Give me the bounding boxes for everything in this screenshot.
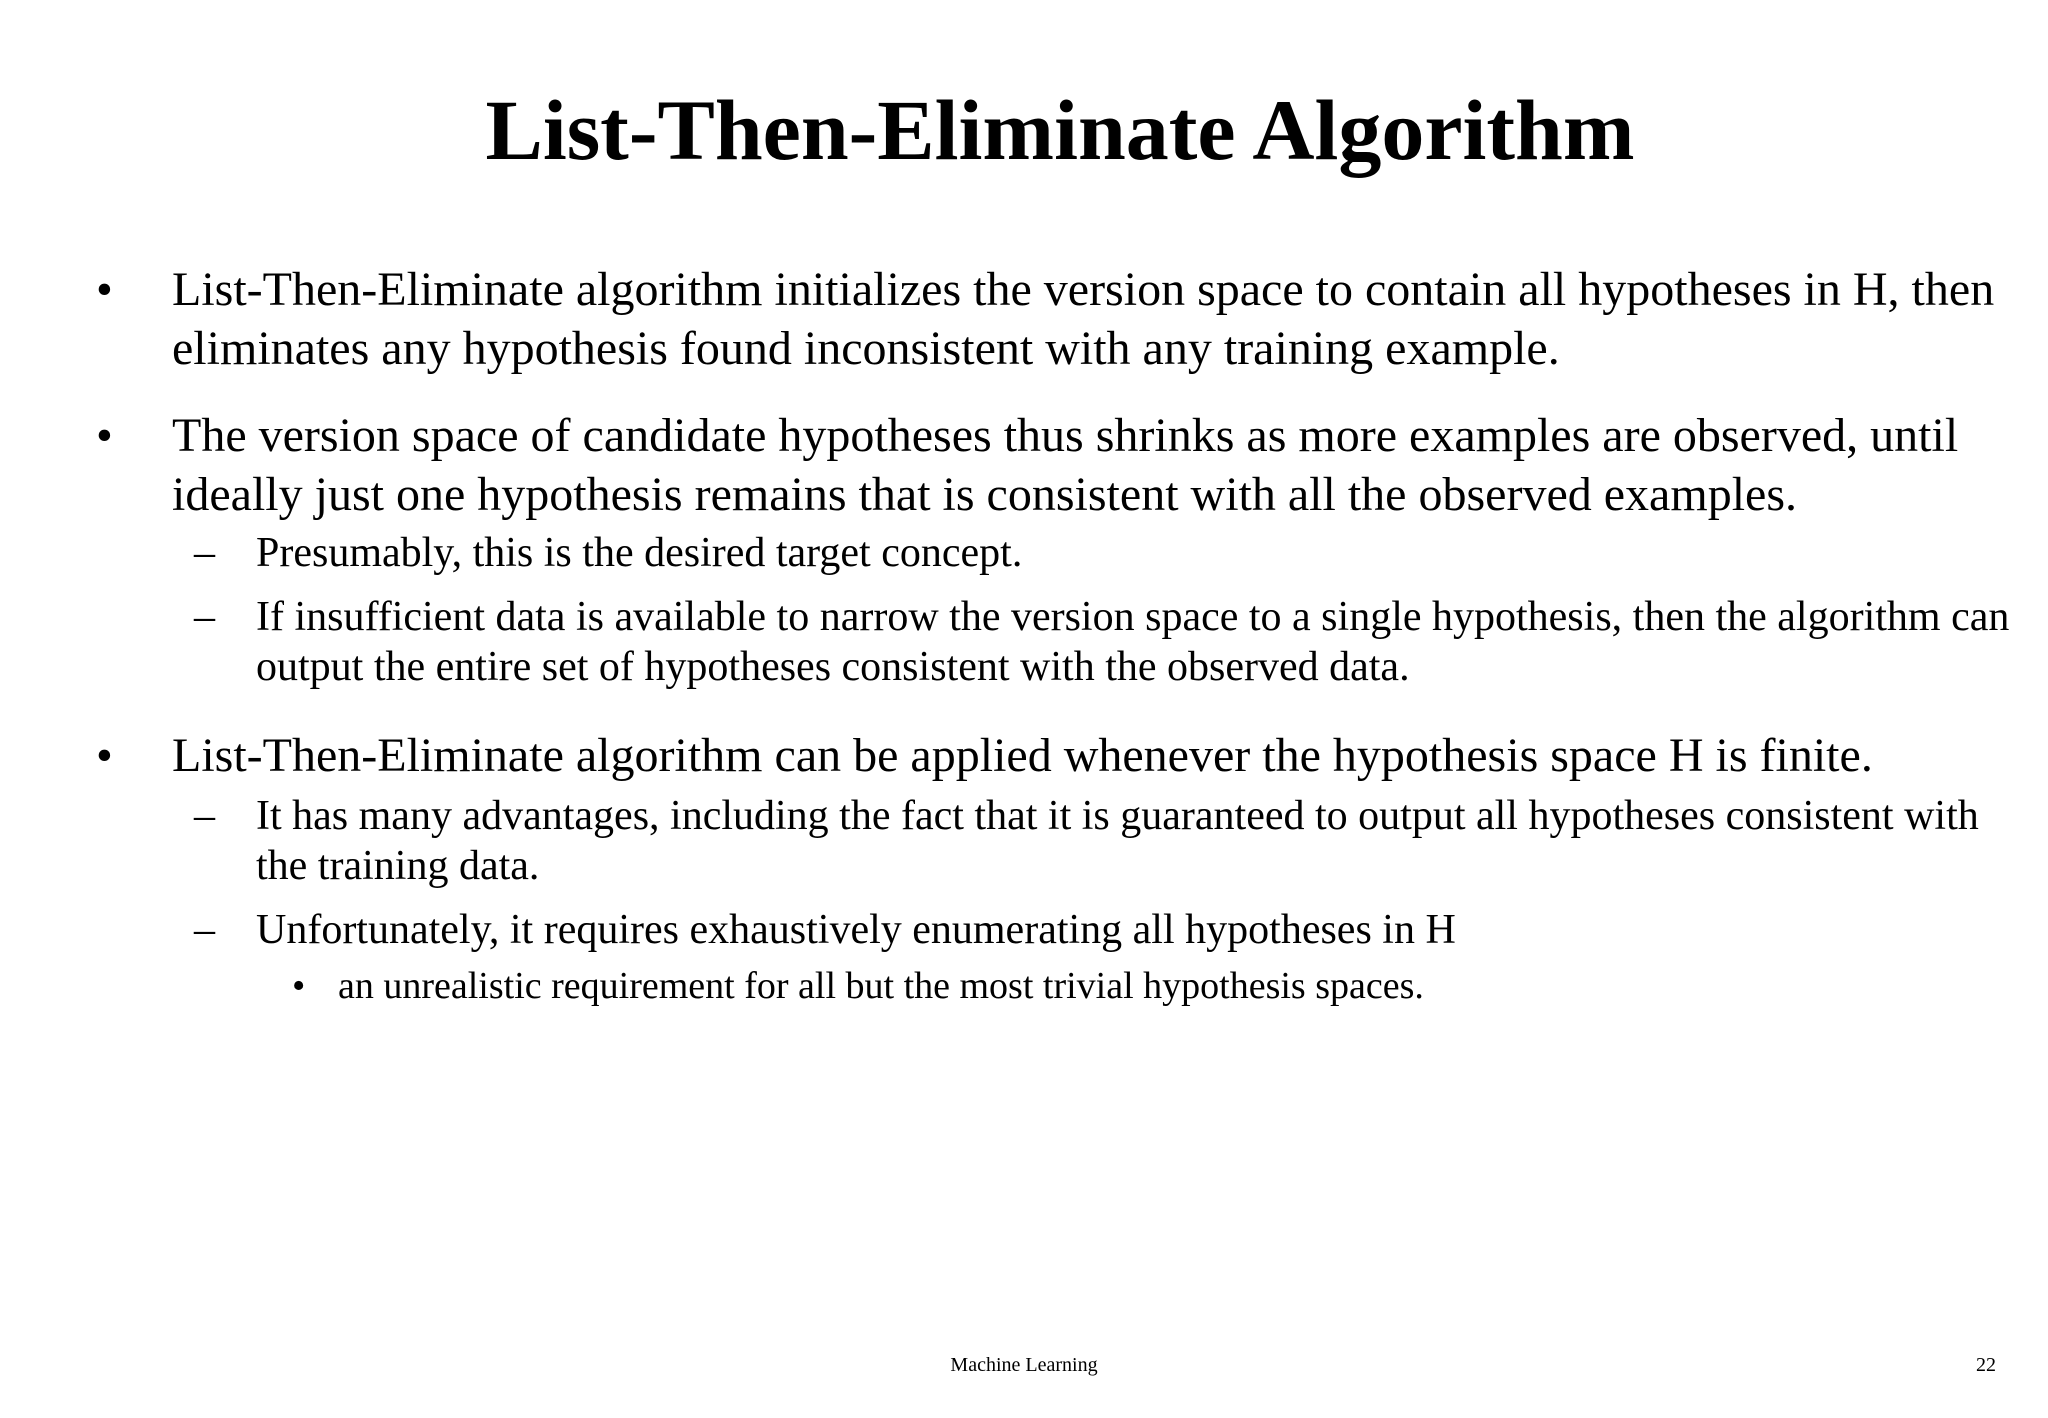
sub-bullet-2-2	[96, 592, 2016, 692]
sub-bullet-3-2-text: Unfortunately, it requires exhaustively enumerating all hypotheses in H	[256, 907, 1456, 953]
bullet-3-text: List-Then-Eliminate algorithm can be applied whenever the hypothesis space H is finite.	[172, 729, 1873, 782]
sub-sub-bullet-3-2-1	[96, 963, 2016, 1009]
sub-bullet-2-1	[96, 528, 2016, 578]
footer-course-name: Machine Learning	[950, 1354, 1098, 1376]
sub-bullet-2-1-text: Presumably, this is the desired target concept.	[256, 530, 1023, 576]
slide-content	[96, 260, 2016, 1009]
sub-bullet-3-1	[96, 791, 2016, 891]
bullet-3	[96, 726, 2016, 785]
bullet-1-text: List-Then-Eliminate algorithm initializes the version space to contain all hypotheses in H, then eliminates any hypothesis found inconsistent with any training example.	[172, 263, 1995, 375]
bullet-marker: •	[96, 263, 113, 316]
bullet-marker: •	[292, 965, 306, 1007]
dash-marker: –	[194, 594, 215, 640]
bullet-2-text: The version space of candidate hypotheses thus shrinks as more examples are observed, until ideally just one hypothesis remains that is consistent with all the observed examples.	[172, 409, 1959, 521]
footer-page-number: 22	[1976, 1354, 1996, 1376]
bullet-marker: •	[96, 729, 113, 782]
slide-title: List-Then-Eliminate Algorithm	[485, 82, 1635, 178]
bullet-2	[96, 406, 2016, 524]
sub-bullet-2-2-text: If insufficient data is available to narrow the version space to a single hypothesis, then the algorithm can output the entire set of hypotheses consistent with the observed data.	[256, 594, 2010, 690]
sub-bullet-3-2	[96, 905, 2016, 955]
dash-marker: –	[194, 793, 215, 839]
sub-sub-bullet-3-2-1-text: an unrealistic requirement for all but the most trivial hypothesis spaces.	[338, 965, 1424, 1007]
sub-bullet-3-1-text: It has many advantages, including the fact that it is guaranteed to output all hypotheses consistent with the training data.	[256, 793, 1979, 889]
dash-marker: –	[194, 907, 215, 953]
bullet-marker: •	[96, 409, 113, 462]
dash-marker: –	[194, 530, 215, 576]
bullet-1	[96, 260, 2016, 378]
